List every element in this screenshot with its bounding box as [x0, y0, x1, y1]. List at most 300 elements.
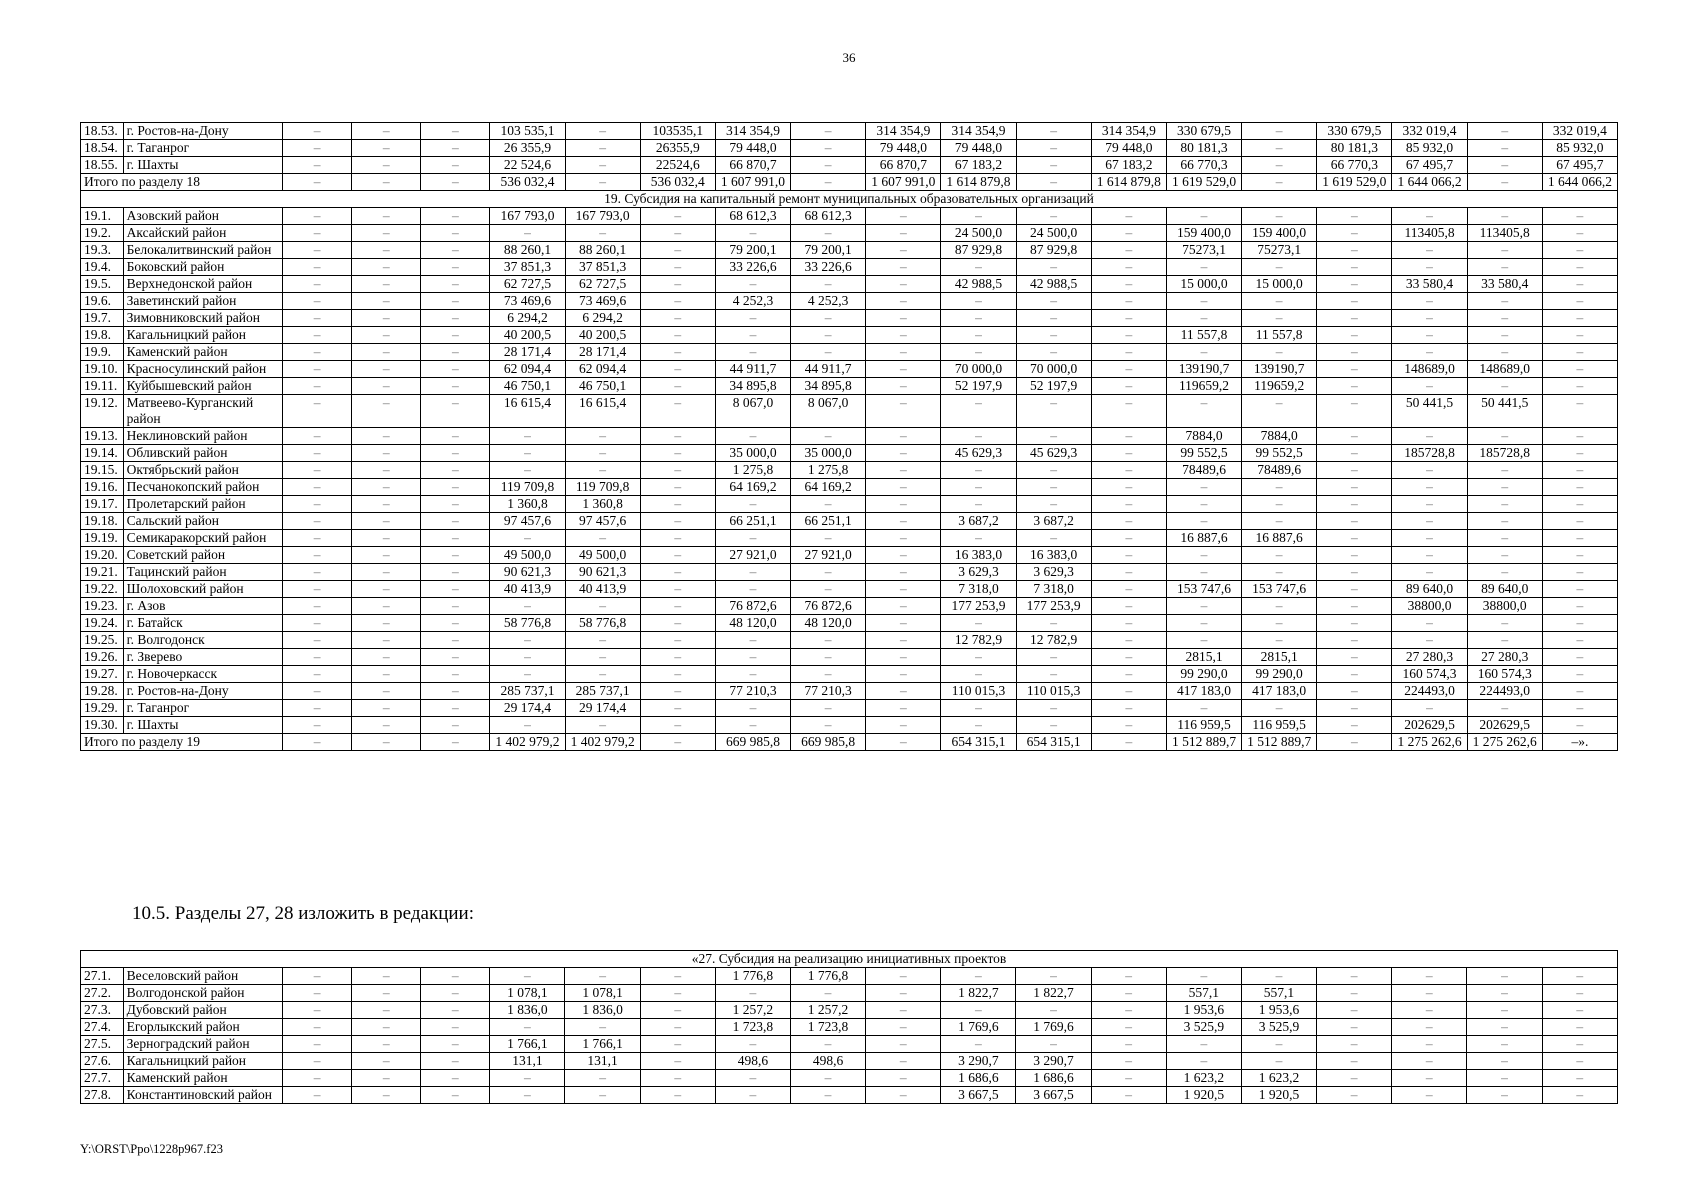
total-cell: 654 315,1: [1016, 734, 1091, 751]
value-cell: –: [1467, 259, 1542, 276]
value-cell: –: [352, 1019, 421, 1036]
row-number: 19.11.: [81, 378, 124, 395]
value-cell: –: [1242, 157, 1317, 174]
value-cell: 75273,1: [1166, 242, 1241, 259]
value-cell: –: [283, 157, 352, 174]
value-cell: –: [1091, 547, 1166, 564]
municipality-name: г. Ростов-на-Дону: [123, 683, 282, 700]
value-cell: –: [1241, 1053, 1316, 1070]
table-row: [81, 395, 1618, 428]
value-cell: –: [352, 598, 421, 615]
value-cell: –: [640, 1053, 715, 1070]
value-cell: –: [421, 666, 490, 683]
value-cell: –: [421, 513, 490, 530]
value-cell: –: [421, 140, 490, 157]
table-row: [81, 1019, 1618, 1036]
value-cell: 66 251,1: [715, 513, 790, 530]
value-cell: –: [640, 1019, 715, 1036]
value-cell: –: [790, 1087, 865, 1104]
value-cell: –: [791, 581, 866, 598]
municipality-name: Тацинский район: [123, 564, 282, 581]
value-cell: –: [352, 615, 421, 632]
value-cell: 131,1: [490, 1053, 565, 1070]
value-cell: –: [866, 598, 941, 615]
value-cell: –: [490, 1087, 565, 1104]
municipality-name: г. Батайск: [123, 615, 282, 632]
value-cell: 159 400,0: [1242, 225, 1317, 242]
value-cell: 153 747,6: [1242, 581, 1317, 598]
value-cell: –: [1392, 968, 1467, 985]
value-cell: 3 667,5: [1016, 1087, 1091, 1104]
value-cell: –: [565, 140, 640, 157]
municipality-name: г. Новочеркасск: [123, 666, 282, 683]
value-cell: –: [1091, 1036, 1166, 1053]
value-cell: –: [283, 462, 352, 479]
value-cell: –: [490, 598, 565, 615]
value-cell: –: [1317, 327, 1392, 344]
value-cell: –: [1166, 564, 1241, 581]
value-cell: –: [283, 530, 352, 547]
value-cell: –: [421, 717, 490, 734]
value-cell: –: [421, 1019, 490, 1036]
total-cell: –: [791, 174, 866, 191]
value-cell: –: [866, 310, 941, 327]
value-cell: 224493,0: [1392, 683, 1467, 700]
value-cell: –: [1242, 700, 1317, 717]
value-cell: 8 067,0: [791, 395, 866, 428]
value-cell: –: [1392, 310, 1467, 327]
value-cell: –: [1317, 717, 1392, 734]
row-number: 19.3.: [81, 242, 124, 259]
value-cell: 7884,0: [1166, 428, 1241, 445]
value-cell: –: [640, 310, 715, 327]
value-cell: –: [1317, 1070, 1392, 1087]
value-cell: –: [1542, 700, 1617, 717]
value-cell: –: [941, 310, 1016, 327]
value-cell: –: [490, 632, 565, 649]
value-cell: –: [1091, 310, 1166, 327]
value-cell: 90 621,3: [490, 564, 565, 581]
table-row: [81, 293, 1618, 310]
value-cell: –: [1241, 1036, 1316, 1053]
municipality-name: Семикаракорский район: [123, 530, 282, 547]
value-cell: 15 000,0: [1242, 276, 1317, 293]
value-cell: 1 953,6: [1166, 1002, 1241, 1019]
value-cell: –: [352, 649, 421, 666]
value-cell: –: [715, 666, 790, 683]
value-cell: –: [352, 293, 421, 310]
value-cell: –: [1392, 208, 1467, 225]
value-cell: –: [352, 581, 421, 598]
edit-instruction: 10.5. Разделы 27, 28 изложить в редакции:: [132, 903, 474, 924]
value-cell: 3 667,5: [941, 1087, 1016, 1104]
value-cell: –: [640, 1087, 715, 1104]
value-cell: –: [1542, 985, 1617, 1002]
value-cell: 119659,2: [1242, 378, 1317, 395]
table-row: [81, 445, 1618, 462]
value-cell: –: [715, 496, 790, 513]
value-cell: –: [1242, 208, 1317, 225]
municipality-name: Аксайский район: [123, 225, 282, 242]
value-cell: –: [640, 683, 715, 700]
value-cell: 285 737,1: [565, 683, 640, 700]
value-cell: –: [352, 428, 421, 445]
value-cell: –: [866, 513, 941, 530]
value-cell: –: [1542, 513, 1617, 530]
value-cell: –: [1467, 700, 1542, 717]
value-cell: 314 354,9: [1091, 123, 1166, 140]
total-cell: –: [352, 734, 421, 751]
row-number: 19.25.: [81, 632, 124, 649]
value-cell: 113405,8: [1467, 225, 1542, 242]
value-cell: –: [1166, 208, 1241, 225]
value-cell: –: [1542, 1053, 1617, 1070]
subsidy-table-section-27: [80, 950, 1618, 1104]
value-cell: 33 580,4: [1467, 276, 1542, 293]
value-cell: 498,6: [790, 1053, 865, 1070]
value-cell: –: [941, 208, 1016, 225]
value-cell: –: [283, 649, 352, 666]
value-cell: –: [490, 428, 565, 445]
value-cell: 6 294,2: [565, 310, 640, 327]
value-cell: –: [421, 293, 490, 310]
value-cell: –: [1091, 1002, 1166, 1019]
value-cell: –: [1542, 395, 1617, 428]
value-cell: 33 580,4: [1392, 276, 1467, 293]
value-cell: –: [421, 378, 490, 395]
value-cell: –: [941, 395, 1016, 428]
value-cell: –: [941, 717, 1016, 734]
value-cell: 7 318,0: [1016, 581, 1091, 598]
value-cell: –: [352, 310, 421, 327]
value-cell: –: [283, 1070, 352, 1087]
value-cell: –: [421, 242, 490, 259]
value-cell: –: [1392, 632, 1467, 649]
value-cell: –: [715, 225, 790, 242]
table-row: [81, 462, 1618, 479]
value-cell: –: [1091, 479, 1166, 496]
value-cell: –: [1242, 123, 1317, 140]
value-cell: 417 183,0: [1166, 683, 1241, 700]
value-cell: –: [1166, 259, 1241, 276]
value-cell: –: [352, 157, 421, 174]
value-cell: –: [1242, 615, 1317, 632]
total-cell: –: [1016, 174, 1091, 191]
table-row: [81, 242, 1618, 259]
value-cell: –: [1392, 1036, 1467, 1053]
value-cell: –: [866, 564, 941, 581]
value-cell: –: [421, 700, 490, 717]
value-cell: 38800,0: [1467, 598, 1542, 615]
value-cell: 6 294,2: [490, 310, 565, 327]
value-cell: –: [1091, 276, 1166, 293]
value-cell: 64 169,2: [715, 479, 790, 496]
value-cell: –: [421, 445, 490, 462]
row-number: 19.23.: [81, 598, 124, 615]
value-cell: 64 169,2: [791, 479, 866, 496]
value-cell: 3 687,2: [941, 513, 1016, 530]
value-cell: 73 469,6: [565, 293, 640, 310]
value-cell: 85 932,0: [1392, 140, 1467, 157]
value-cell: 1 769,6: [941, 1019, 1016, 1036]
value-cell: –: [352, 968, 421, 985]
value-cell: 113405,8: [1392, 225, 1467, 242]
value-cell: –: [791, 666, 866, 683]
value-cell: –: [1317, 225, 1392, 242]
total-cell: 1 402 979,2: [490, 734, 565, 751]
value-cell: –: [1091, 632, 1166, 649]
value-cell: –: [283, 1019, 352, 1036]
value-cell: –: [1317, 513, 1392, 530]
municipality-name: Кагальницкий район: [123, 327, 282, 344]
value-cell: 160 574,3: [1392, 666, 1467, 683]
municipality-name: Матвеево-Курганский район: [123, 395, 282, 428]
value-cell: –: [1242, 259, 1317, 276]
value-cell: 45 629,3: [1016, 445, 1091, 462]
value-cell: –: [866, 344, 941, 361]
value-cell: –: [421, 1087, 490, 1104]
row-number: 27.1.: [81, 968, 124, 985]
value-cell: –: [421, 1053, 490, 1070]
value-cell: –: [352, 683, 421, 700]
section-title: «27. Субсидия на реализацию инициативных проектов: [81, 951, 1618, 968]
table-row: [81, 361, 1618, 378]
value-cell: –: [352, 140, 421, 157]
value-cell: –: [1016, 700, 1091, 717]
value-cell: –: [1317, 378, 1392, 395]
total-cell: 1 607 991,0: [866, 174, 941, 191]
value-cell: 75273,1: [1242, 242, 1317, 259]
value-cell: –: [565, 1070, 640, 1087]
value-cell: 159 400,0: [1166, 225, 1241, 242]
value-cell: –: [866, 259, 941, 276]
value-cell: –: [283, 293, 352, 310]
value-cell: –: [1317, 598, 1392, 615]
value-cell: –: [352, 1002, 421, 1019]
value-cell: –: [1166, 395, 1241, 428]
value-cell: –: [866, 293, 941, 310]
value-cell: –: [791, 649, 866, 666]
value-cell: –: [283, 968, 352, 985]
value-cell: –: [1317, 1087, 1392, 1104]
table-row: [81, 208, 1618, 225]
value-cell: –: [1091, 717, 1166, 734]
value-cell: –: [421, 479, 490, 496]
value-cell: 160 574,3: [1467, 666, 1542, 683]
value-cell: –: [1091, 615, 1166, 632]
table-row: [81, 378, 1618, 395]
value-cell: 88 260,1: [490, 242, 565, 259]
value-cell: –: [1542, 310, 1617, 327]
total-cell: 536 032,4: [490, 174, 565, 191]
section-header-row: [81, 191, 1618, 208]
row-number: 19.21.: [81, 564, 124, 581]
value-cell: –: [490, 1070, 565, 1087]
value-cell: –: [1166, 293, 1241, 310]
value-cell: –: [1091, 581, 1166, 598]
value-cell: –: [1166, 1036, 1241, 1053]
value-cell: –: [866, 615, 941, 632]
value-cell: –: [1467, 968, 1542, 985]
value-cell: –: [490, 445, 565, 462]
value-cell: –: [352, 327, 421, 344]
value-cell: –: [1542, 968, 1617, 985]
value-cell: –: [1016, 157, 1091, 174]
value-cell: –: [352, 259, 421, 276]
value-cell: 49 500,0: [490, 547, 565, 564]
value-cell: –: [791, 632, 866, 649]
value-cell: –: [640, 1070, 715, 1087]
value-cell: –: [1242, 310, 1317, 327]
value-cell: 90 621,3: [565, 564, 640, 581]
value-cell: 40 200,5: [490, 327, 565, 344]
value-cell: –: [790, 1036, 865, 1053]
value-cell: –: [1317, 547, 1392, 564]
row-number: 19.4.: [81, 259, 124, 276]
value-cell: 7 318,0: [941, 581, 1016, 598]
value-cell: –: [715, 310, 790, 327]
value-cell: –: [1016, 259, 1091, 276]
value-cell: –: [352, 496, 421, 513]
value-cell: 48 120,0: [791, 615, 866, 632]
value-cell: 89 640,0: [1467, 581, 1542, 598]
value-cell: 79 448,0: [1091, 140, 1166, 157]
value-cell: 1 360,8: [565, 496, 640, 513]
value-cell: –: [866, 276, 941, 293]
value-cell: –: [283, 225, 352, 242]
value-cell: –: [1542, 462, 1617, 479]
value-cell: 62 727,5: [565, 276, 640, 293]
value-cell: –: [283, 1036, 352, 1053]
value-cell: 38800,0: [1392, 598, 1467, 615]
value-cell: –: [866, 666, 941, 683]
value-cell: 33 226,6: [791, 259, 866, 276]
row-number: 19.15.: [81, 462, 124, 479]
value-cell: –: [1542, 547, 1617, 564]
value-cell: –: [866, 242, 941, 259]
value-cell: 52 197,9: [941, 378, 1016, 395]
value-cell: –: [941, 479, 1016, 496]
value-cell: –: [352, 717, 421, 734]
value-cell: 85 932,0: [1542, 140, 1617, 157]
value-cell: 3 687,2: [1016, 513, 1091, 530]
value-cell: –: [1016, 1036, 1091, 1053]
value-cell: –: [421, 968, 490, 985]
value-cell: –: [640, 496, 715, 513]
value-cell: –: [1016, 344, 1091, 361]
value-cell: 1 723,8: [790, 1019, 865, 1036]
value-cell: –: [1392, 564, 1467, 581]
value-cell: –: [421, 1070, 490, 1087]
value-cell: –: [1392, 242, 1467, 259]
value-cell: 3 629,3: [1016, 564, 1091, 581]
value-cell: –: [1317, 564, 1392, 581]
value-cell: –: [640, 445, 715, 462]
value-cell: –: [283, 496, 352, 513]
row-number: 19.22.: [81, 581, 124, 598]
value-cell: 103 535,1: [490, 123, 565, 140]
value-cell: 37 851,3: [565, 259, 640, 276]
value-cell: –: [715, 428, 790, 445]
value-cell: –: [1542, 344, 1617, 361]
value-cell: –: [1542, 666, 1617, 683]
value-cell: –: [1317, 683, 1392, 700]
value-cell: –: [1317, 428, 1392, 445]
value-cell: –: [421, 615, 490, 632]
value-cell: –: [1091, 1070, 1166, 1087]
value-cell: –: [640, 564, 715, 581]
value-cell: 177 253,9: [941, 598, 1016, 615]
value-cell: –: [1242, 140, 1317, 157]
value-cell: –: [1091, 462, 1166, 479]
row-number: 19.5.: [81, 276, 124, 293]
value-cell: 1 836,0: [565, 1002, 640, 1019]
value-cell: 119659,2: [1166, 378, 1241, 395]
value-cell: –: [283, 445, 352, 462]
value-cell: –: [352, 700, 421, 717]
table-row: [81, 1087, 1618, 1104]
municipality-name: г. Шахты: [123, 717, 282, 734]
value-cell: –: [421, 344, 490, 361]
value-cell: –: [1016, 496, 1091, 513]
municipality-name: г. Таганрог: [123, 140, 282, 157]
value-cell: –: [490, 649, 565, 666]
value-cell: –: [1091, 208, 1166, 225]
municipality-name: г. Ростов-на-Дону: [123, 123, 282, 140]
table-row: [81, 1002, 1618, 1019]
table-row: [81, 581, 1618, 598]
value-cell: –: [866, 1019, 941, 1036]
value-cell: –: [941, 428, 1016, 445]
value-cell: –: [941, 1002, 1016, 1019]
table-row: [81, 1053, 1618, 1070]
value-cell: 202629,5: [1467, 717, 1542, 734]
value-cell: –: [715, 581, 790, 598]
value-cell: –: [421, 564, 490, 581]
value-cell: –: [283, 479, 352, 496]
municipality-name: Песчанокопский район: [123, 479, 282, 496]
value-cell: –: [1091, 378, 1166, 395]
municipality-name: Красносулинский район: [123, 361, 282, 378]
value-cell: 29 174,4: [490, 700, 565, 717]
value-cell: 1 257,2: [790, 1002, 865, 1019]
value-cell: –: [1091, 564, 1166, 581]
value-cell: –: [1392, 1002, 1467, 1019]
value-cell: 103535,1: [640, 123, 715, 140]
value-cell: –: [352, 564, 421, 581]
row-number: 19.6.: [81, 293, 124, 310]
table-row: [81, 683, 1618, 700]
table-row: [81, 225, 1618, 242]
row-number: 19.10.: [81, 361, 124, 378]
row-number: 27.3.: [81, 1002, 124, 1019]
value-cell: –: [352, 513, 421, 530]
table-row: [81, 615, 1618, 632]
row-number: 19.30.: [81, 717, 124, 734]
value-cell: –: [1392, 344, 1467, 361]
table-row: [81, 598, 1618, 615]
value-cell: –: [1091, 530, 1166, 547]
value-cell: 79 448,0: [715, 140, 790, 157]
row-number: 19.19.: [81, 530, 124, 547]
value-cell: –: [1542, 496, 1617, 513]
value-cell: 76 872,6: [791, 598, 866, 615]
value-cell: –: [421, 361, 490, 378]
value-cell: 224493,0: [1467, 683, 1542, 700]
value-cell: –: [715, 564, 790, 581]
total-cell: –: [1242, 174, 1317, 191]
value-cell: –: [866, 479, 941, 496]
